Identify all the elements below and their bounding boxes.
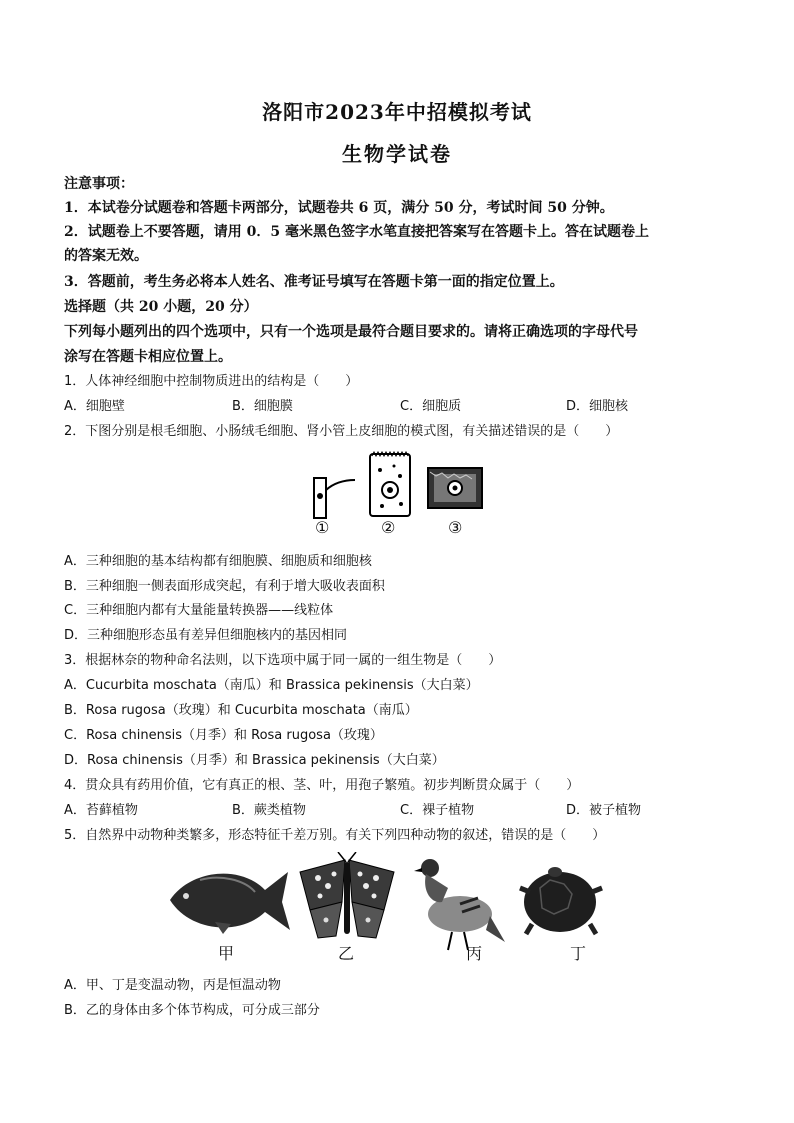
page-subtitle: 生物学试卷 xyxy=(342,142,452,166)
question-3-option-d: D．Rosa chinensis（月季）和 Brassica pekinensis（大白菜） xyxy=(64,753,445,768)
animal-figure xyxy=(160,852,610,952)
question-1-option-c: C．细胞质 xyxy=(400,399,462,414)
notes-heading: 注意事项： xyxy=(64,176,134,192)
note-3: 3．答题前，考生务必将本人姓名、准考证号填写在答题卡第一面的指定位置上。 xyxy=(64,274,564,290)
question-4-option-b: B．蕨类植物 xyxy=(232,803,306,818)
cell-diagram-figure xyxy=(310,450,500,520)
question-1-stem: 1．人体神经细胞中控制物质进出的结构是（ ） xyxy=(64,374,359,389)
question-1-option-a: A．细胞壁 xyxy=(64,399,125,414)
pigeon-icon xyxy=(414,859,505,950)
animal-label-yi: 乙 xyxy=(338,944,355,963)
question-2-option-c: C．三种细胞内都有大量能量转换器——线粒体 xyxy=(64,603,334,618)
animal-label-jia: 甲 xyxy=(218,944,235,963)
question-5-option-b: B．乙的身体由多个体节构成，可分成三部分 xyxy=(64,1003,320,1018)
question-5-option-a: A．甲、丁是变温动物，丙是恒温动物 xyxy=(64,978,281,993)
question-2-option-b: B．三种细胞一侧表面形成突起，有利于增大吸收表面积 xyxy=(64,579,385,594)
page-title: 洛阳市2023年中招模拟考试 xyxy=(262,100,532,124)
question-3-option-a: A．Cucurbita moschata（南瓜）和 Brassica pekinensis（大白菜） xyxy=(64,678,479,693)
question-2-option-a: A．三种细胞的基本结构都有细胞膜、细胞质和细胞核 xyxy=(64,554,372,569)
note-2-line-2: 的答案无效。 xyxy=(64,248,148,264)
cell-label-3: ③ xyxy=(448,518,463,537)
intestinal-villus-cell-icon xyxy=(370,452,410,516)
question-4-stem: 4．贯众具有药用价值，它有真正的根、茎、叶，用孢子繁殖。初步判断贯众属于（ ） xyxy=(64,778,580,793)
animal-label-bing: 丙 xyxy=(466,944,483,963)
question-3-option-b: B．Rosa rugosa（玫瑰）和 Cucurbita moschata（南瓜） xyxy=(64,703,418,718)
section-instruction-line-2: 涂写在答题卡相应位置上。 xyxy=(64,349,232,365)
question-2-stem: 2．下图分别是根毛细胞、小肠绒毛细胞、肾小管上皮细胞的模式图，有关描述错误的是（ ） xyxy=(64,424,619,439)
note-1: 1．本试卷分试题卷和答题卡两部分，试题卷共 6 页，满分 50 分，考试时间 50 分钟。 xyxy=(64,200,614,216)
question-5-stem: 5．自然界中动物种类繁多，形态特征千差万别。有关下列四种动物的叙述，错误的是（ ） xyxy=(64,828,606,843)
butterfly-icon xyxy=(300,852,394,938)
fish-icon xyxy=(170,872,290,934)
question-1-option-d: D．细胞核 xyxy=(566,399,629,414)
cell-label-1: ① xyxy=(315,518,330,537)
cell-label-2: ② xyxy=(381,518,396,537)
question-4-option-c: C．裸子植物 xyxy=(400,803,475,818)
animal-label-ding: 丁 xyxy=(570,944,587,963)
question-3-option-c: C．Rosa chinensis（月季）和 Rosa rugosa（玫瑰） xyxy=(64,728,383,743)
section-heading: 选择题（共 20 小题，20 分） xyxy=(64,299,258,315)
question-2-option-d: D．三种细胞形态虽有差异但细胞核内的基因相同 xyxy=(64,628,348,643)
kidney-tubule-cell-icon xyxy=(428,468,482,508)
section-instruction-line-1: 下列每小题列出的四个选项中，只有一个选项是最符合题目要求的。请将正确选项的字母代号 xyxy=(64,324,638,340)
question-4-option-a: A．苔藓植物 xyxy=(64,803,138,818)
root-hair-cell-icon xyxy=(314,478,355,518)
question-4-option-d: D．被子植物 xyxy=(566,803,642,818)
note-2-line-1: 2．试题卷上不要答题，请用 0．5 毫米黑色签字水笔直接把答案写在答题卡上。答在试题卷上 xyxy=(64,224,649,240)
turtle-icon xyxy=(520,867,602,934)
question-1-option-b: B．细胞膜 xyxy=(232,399,293,414)
question-3-stem: 3．根据林奈的物种命名法则，以下选项中属于同一属的一组生物是（ ） xyxy=(64,653,502,668)
